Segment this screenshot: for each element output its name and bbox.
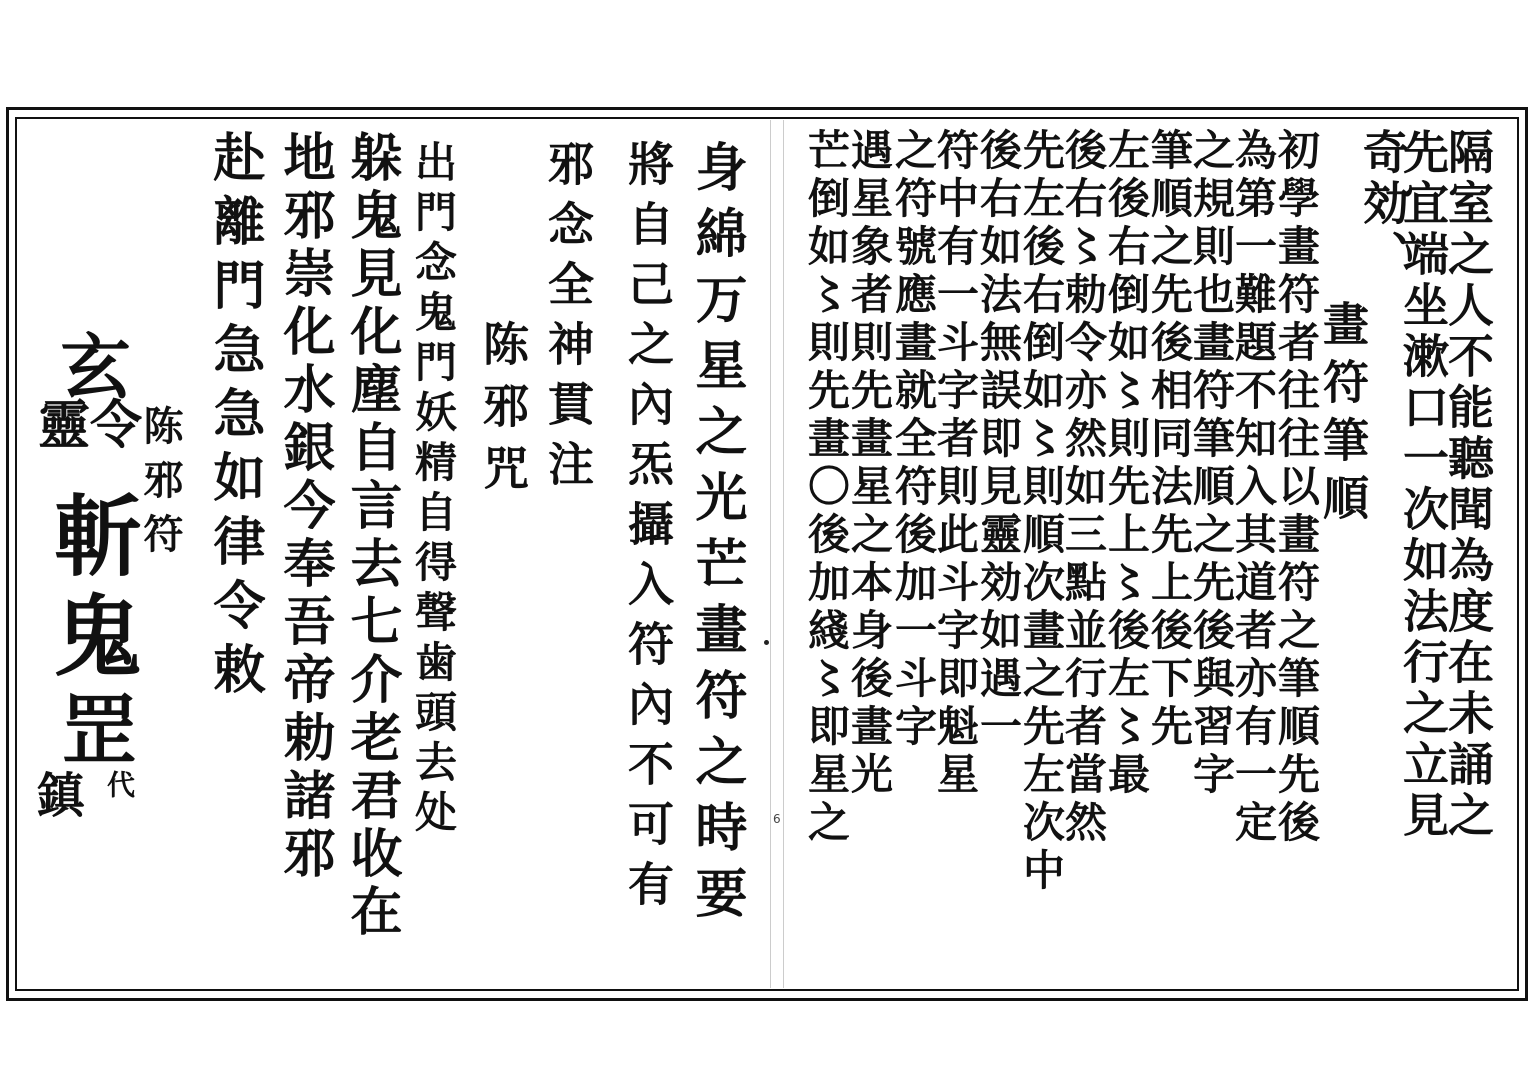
talisman-glyph: 鬼	[40, 590, 144, 678]
talisman-glyph: 斬	[40, 490, 144, 578]
text-column: 為第一難題不知入其道者亦有一定	[1229, 128, 1278, 848]
talisman-caption: 陈邪符	[137, 405, 184, 567]
text-column: 左後右倒如〻則先上〻後左〻最	[1102, 128, 1151, 800]
text-column: 地邪崇化水銀今奉吾帝勅諸邪	[274, 130, 335, 884]
text-column: 赴離門急急如律令敕	[204, 130, 265, 706]
section-heading: 畫符筆順	[1316, 300, 1370, 532]
talisman-glyph: 玄	[49, 330, 132, 400]
text-column: 躲鬼見化塵自言去七介老君收在	[341, 130, 402, 942]
text-column: 符中有一斗字者則此斗字即魁星	[931, 128, 980, 800]
text-column: 邪念全神貫注	[541, 140, 595, 500]
book-gutter	[770, 120, 784, 988]
text-column: 先宜端坐漱口一次如法行之立見	[1396, 128, 1450, 842]
text-column: 先左後右倒如〻則順次畫之先左次中	[1017, 128, 1066, 896]
talisman-side-mark: 代	[103, 770, 136, 798]
text-column: 出門念鬼門妖精自得聲歯頭去处	[409, 140, 458, 840]
text-column: 初學畫符者往往以畫符之筆順先後	[1272, 128, 1321, 848]
text-column: 遇星象者則先畫星之本身後畫光	[845, 128, 894, 800]
page-number: 6	[773, 812, 781, 826]
text-column: 隔室之人不能聽聞為度在未誦之	[1441, 128, 1495, 842]
text-column: 後右〻勅令亦然如三點並行者當然	[1059, 128, 1108, 848]
ink-dot	[764, 640, 769, 645]
text-column: 後右如法無誤即見靈効如遇一	[974, 128, 1023, 752]
text-column: 芒倒如〻則先畫〇後加綫〻即星之	[802, 128, 851, 848]
section-heading: 陈邪咒	[476, 320, 530, 506]
text-column: 將自己之內炁攝入符內不可有	[621, 140, 675, 920]
talisman-glyph: 靈令	[38, 395, 143, 456]
text-column: 身綿万星之光芒畫符之時要	[686, 140, 747, 932]
talisman-glyph: 罡	[49, 690, 138, 766]
text-column: 奇効、	[1356, 128, 1410, 281]
text-column: 之符號應畫就全符後加一斗字	[889, 128, 938, 752]
talisman-bottom-mark: 鎮	[28, 770, 84, 818]
text-column: 之規則也畫符筆順之先後與習字	[1187, 128, 1236, 800]
text-column: 筆順之先後相同法先上後下先	[1145, 128, 1194, 752]
